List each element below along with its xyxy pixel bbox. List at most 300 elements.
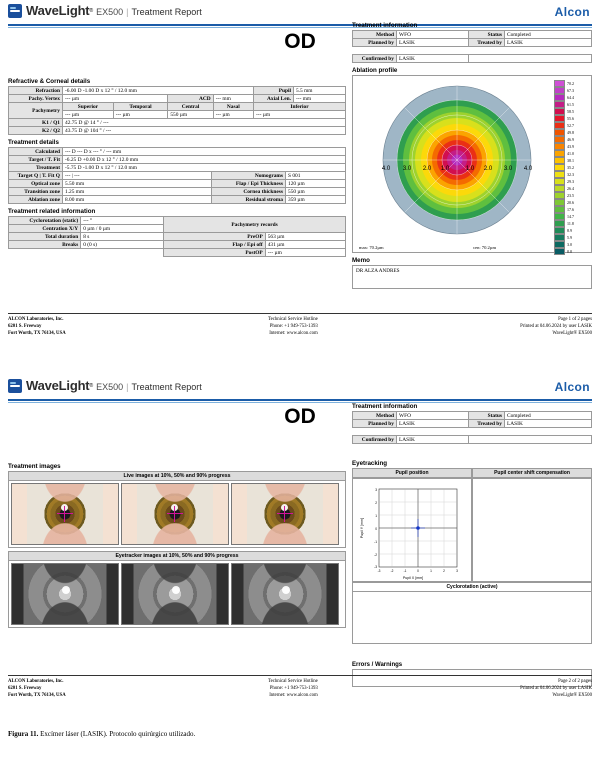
ablation-colorbar [554,80,588,254]
report-page-2 [0,375,600,725]
refractive-section-title: Refractive & Corneal details [8,78,91,85]
target-q-value: --- | --- [63,172,212,180]
pachy-value-temporal: --- µm [113,111,168,119]
svg-text:3: 3 [375,488,377,492]
ablation-tick-4: 4.0 [523,166,533,172]
colorbar-swatch [554,122,565,129]
colorbar-entry [554,108,588,115]
memo-text: DR ALZA ANDRES [352,265,592,289]
svg-text:3: 3 [456,569,458,573]
target-tfit-label: Target / T. Fit [9,156,63,164]
pachy-value-inferior: --- µm [254,111,346,119]
colorbar-entry [554,206,588,213]
colorbar-label: 52.7 [567,123,574,128]
planned-by-value: LASIK [397,39,469,47]
colorbar-entry [554,164,588,171]
status-label-2: Status [469,412,505,420]
live-images-row [8,481,346,548]
colorbar-swatch [554,94,565,101]
eyetracker-image-50 [121,563,229,625]
colorbar-label: 14.7 [567,214,574,219]
colorbar-swatch [554,129,565,136]
brand-trademark: ® [89,383,94,389]
treated-by-label: Treated by [469,39,505,47]
pachy-value-central: 550 µm [168,111,213,119]
eye-designation-page1: OD [284,30,316,53]
colorbar-entry [554,213,588,220]
related-section-title: Treatment related information [8,208,96,215]
svg-text:-3: -3 [377,569,381,573]
colorbar-entry [554,234,588,241]
cyclorotation-active-panel [352,592,592,644]
eyetracker-images-band-title: Eyetracker images at 10%, 50% and 90% progress [8,551,346,561]
residual-stroma-value: 359 µm [286,196,346,204]
table-row [353,55,592,63]
pachy-header-central: Central [168,103,213,111]
svg-text:1: 1 [375,514,377,518]
memo-block [352,257,592,289]
colorbar-swatch [554,150,565,157]
ablation-zone-label: Ablation zone [9,196,63,204]
footer-phone: Phone: +1 949-753-1393 [269,324,318,330]
postop-value: --- µm [265,249,345,257]
pupil-center-shift-panel [472,478,592,582]
colorbar-entry [554,94,588,101]
footer-address2-2: Fort Worth, TX 76134, USA [8,693,66,699]
live-images-band-title: Live images at 10%, 50% and 90% progress [8,471,346,481]
ablation-tick-2: 2.0 [483,166,493,172]
page2-header [0,375,600,403]
live-image-10 [11,483,119,545]
ablation-zone-value: 8.00 mm [63,196,212,204]
table-row [9,164,346,172]
colorbar-label: 67.3 [567,88,574,93]
postop-label: PostOP [164,249,266,257]
pachy-value-nasal: --- µm [213,111,253,119]
calculated-label: Calculated [9,148,63,156]
header-separator: | [126,382,129,392]
colorbar-label: 11.8 [567,221,574,226]
nomograms-value: S 001 [286,172,346,180]
eyetracker-images-row [8,561,346,628]
pupil-position-svg [353,479,473,583]
pachy-value-superior: --- µm [63,111,114,119]
calculated-value: --- D --- D x --- ° / --- mm [63,148,346,156]
footer-company-block [8,316,66,338]
colorbar-entry [554,136,588,143]
colorbar-entry [554,185,588,192]
colorbar-swatch [554,87,565,94]
svg-text:-3: -3 [374,565,377,569]
nomograms-label: Nomograms [212,172,286,180]
flap-epi-off-label: Flap / Epi off [164,241,266,249]
colorbar-swatch [554,241,565,248]
alcon-logo-2: Alcon [554,380,590,394]
colorbar-swatch [554,206,565,213]
ablation-tick-1: 1.0 [465,166,475,172]
table-row [353,39,592,47]
colorbar-entry [554,143,588,150]
colorbar-swatch [554,234,565,241]
wavelight-mark-icon [8,379,22,393]
optical-zone-value: 5.50 mm [63,180,212,188]
eyetracking-header-row [352,468,592,478]
pupil-plot-ylabel: Pupil Y [mm] [360,517,364,539]
colorbar-label: 58.5 [567,109,574,114]
pachy-header-superior: Superior [63,103,114,111]
table-row [9,119,346,127]
method-value: WFO [397,31,469,39]
acd-value: --- mm [213,95,253,103]
colorbar-label: 26.4 [567,186,574,191]
table-row [9,148,346,156]
colorbar-label: 70.2 [567,81,574,86]
footer-hotline-title: Technical Service Hotline [268,317,318,322]
confirmed-by-value: LASIK [397,55,469,63]
k2q2-label: K2 / Q2 [9,127,63,135]
ablation-max-label: max: 70.2µm [359,245,384,250]
pachymetry-records-title: Pachymetry records [164,217,346,233]
table-row [9,188,346,196]
related-table [8,216,346,257]
colorbar-label: 32.3 [567,172,574,177]
colorbar-swatch [554,171,565,178]
flap-epi-thickness-label: Flap / Epi Thickness [212,180,286,188]
footer-company-2: ALCON Laboratories, Inc. [8,679,64,684]
cyclorotation-value: --- ° [81,217,164,225]
colorbar-label: 20.6 [567,200,574,205]
ablation-tick--4: 4.0 [381,166,391,172]
svg-text:-2: -2 [390,569,394,573]
status-value-2: Completed [505,412,592,420]
footer-company-block-2 [8,678,66,700]
refraction-label: Refraction [9,87,63,95]
device-model: EX500 [96,382,124,392]
treatment-label: Treatment [9,164,63,172]
svg-text:2: 2 [443,569,445,573]
svg-text:-1: -1 [374,540,377,544]
wavelight-logo-2 [8,378,202,393]
confirmed-by-blank [469,55,592,63]
errors-warnings-title: Errors / Warnings [352,662,403,668]
footer-hotline-block-2 [268,678,318,700]
colorbar-entry [554,157,588,164]
pachy-header-nasal: Nasal [213,103,253,111]
footer-page-number: Page 1 of 2 pages [558,317,592,322]
colorbar-entry [554,101,588,108]
confirmed-by-label-2: Confirmed by [353,436,397,444]
refractive-corneal-block [8,78,346,135]
colorbar-swatch [554,143,565,150]
treatment-section-title: Treatment details [8,139,59,146]
colorbar-entry [554,80,588,87]
table-row [9,95,346,103]
optical-zone-label: Optical zone [9,180,63,188]
footer-hotline-title-2: Technical Service Hotline [268,679,318,684]
pupil-value: 5.5 mm [294,87,346,95]
footer-printed-2: Printed at 04.06.2024 by user LASIK [520,686,592,692]
colorbar-label: 41.0 [567,151,574,156]
footer-hotline-block [268,316,318,338]
wavelight-mark-icon [8,4,22,18]
treated-by-label-2: Treated by [469,420,505,428]
footer-phone-2: Phone: +1 949-753-1393 [269,686,318,692]
page2-right-column [352,403,592,691]
svg-text:0: 0 [375,527,377,531]
total-duration-label: Total duration [9,233,81,241]
colorbar-swatch [554,199,565,206]
footer-address1: 6201 S. Freeway [8,324,42,330]
colorbar-entry [554,122,588,129]
eyetracker-image-90 [231,563,339,625]
cornea-thickness-value: 550 µm [286,188,346,196]
footer-internet: Internet: www.alcon.com [269,331,318,337]
colorbar-swatch [554,136,565,143]
colorbar-label: 5.9 [567,235,572,240]
preop-label: PreOP [164,233,266,241]
eye-designation-page2: OD [284,405,316,428]
treatment-images-title: Treatment images [8,463,61,470]
svg-text:1: 1 [430,569,432,573]
colorbar-swatch [554,178,565,185]
svg-text:2: 2 [375,501,377,505]
footer-address2: Fort Worth, TX 76134, USA [8,331,66,337]
preop-value: 563 µm [265,233,345,241]
method-label: Method [353,31,397,39]
colorbar-entry [554,150,588,157]
brand-name: WaveLight [26,378,90,393]
refractive-table [8,86,346,135]
k1q1-label: K1 / Q1 [9,119,63,127]
colorbar-label: 38.1 [567,158,574,163]
ablation-cen-label: cen: 70.2µm [473,245,497,250]
pachymetry-label: Pachymetry [9,103,63,119]
colorbar-swatch [554,248,565,255]
colorbar-label: 0.0 [567,249,572,254]
report-title: Treatment Report [131,382,202,392]
svg-text:-1: -1 [403,569,407,573]
axial-len-label: Axial Len. [254,95,294,103]
ablation-tick-3: 3.0 [503,166,513,172]
colorbar-label: 29.3 [567,179,574,184]
colorbar-swatch [554,108,565,115]
report-title: Treatment Report [131,7,202,17]
table-row [353,436,592,444]
transition-zone-value: 1.25 mm [63,188,212,196]
treated-by-value: LASIK [505,39,592,47]
colorbar-entry [554,171,588,178]
eyetracking-block [352,460,592,644]
treatment-info-title-2: Treatment information [352,403,418,410]
treatment-information-block-2 [352,403,592,444]
colorbar-entry [554,248,588,255]
cornea-thickness-label: Cornea thickness [212,188,286,196]
table-row [9,249,346,257]
planned-by-value-2: LASIK [397,420,469,428]
colorbar-entry [554,192,588,199]
pupil-label: Pupil [254,87,294,95]
colorbar-swatch [554,213,565,220]
footer-page-number-2: Page 2 of 2 pages [558,679,592,684]
ablation-tick--3: 3.0 [402,166,412,172]
colorbar-swatch [554,185,565,192]
target-q-label: Target Q | T. Fit Q [9,172,63,180]
alcon-logo: Alcon [554,5,590,19]
table-row [353,412,592,420]
confirmed-by-value-2: LASIK [397,436,469,444]
colorbar-label: 43.9 [567,144,574,149]
footer-printed: Printed at 04.06.2024 by user LASIK [520,324,592,330]
report-page-1 [0,0,600,370]
table-row [9,172,346,180]
brand-name: WaveLight [26,3,90,18]
colorbar-swatch [554,164,565,171]
transition-zone-label: Transition zone [9,188,63,196]
target-tfit-value: -6.25 D +0.00 D x 12 ° / 12.0 mm [63,156,346,164]
table-row [9,233,346,241]
pupil-position-plot [352,478,472,582]
eyetracking-body [352,478,592,582]
colorbar-label: 23.5 [567,193,574,198]
device-model: EX500 [96,7,124,17]
table-row [353,31,592,39]
footer-system-2: WaveLight® EX500 [552,693,592,699]
colorbar-entry [554,220,588,227]
planned-by-label-2: Planned by [353,420,397,428]
table-row [9,156,346,164]
colorbar-entry [554,241,588,248]
colorbar-entry [554,199,588,206]
centration-label: Centration X/Y [9,225,81,233]
colorbar-label: 8.9 [567,228,572,233]
confirmed-by-label: Confirmed by [353,55,397,63]
table-row [9,180,346,188]
footer-page-block-2 [520,678,592,700]
treatment-info-table-2 [352,411,592,444]
figure-caption-text: Excímer láser (LASIK). Protocolo quirúrgico utilizado. [38,730,196,738]
confirmed-by-blank-2 [469,436,592,444]
footer-company: ALCON Laboratories, Inc. [8,317,64,322]
table-row [9,217,346,225]
page1-right-column [352,22,592,293]
treatment-details-block [8,139,346,204]
eyetracker-image-10 [11,563,119,625]
method-value-2: WFO [397,412,469,420]
colorbar-swatch [554,192,565,199]
method-label-2: Method [353,412,397,420]
header-separator: | [126,7,129,17]
cyclorotation-active-header: Cyclorotation (active) [352,582,592,592]
ablation-profile-block [352,67,592,253]
brand-trademark: ® [89,8,94,14]
colorbar-label: 64.4 [567,95,574,100]
ablation-tick--2: 2.0 [422,166,432,172]
table-row [353,428,592,436]
pupil-plot-xlabel: Pupil X [mm] [402,576,424,580]
live-image-90 [231,483,339,545]
treated-by-value-2: LASIK [505,420,592,428]
footer-address1-2: 6201 S. Freeway [8,686,42,692]
k1q1-value: 42.75 D @ 14 ° / --- [63,119,346,127]
status-value: Completed [505,31,592,39]
colorbar-label: 49.8 [567,130,574,135]
status-label: Status [469,31,505,39]
svg-text:0: 0 [417,569,419,573]
refraction-value: -6.00 D -1.00 D x 12 ° / 12.0 mm [63,87,254,95]
footer-system: WaveLight® EX500 [552,331,592,337]
colorbar-entry [554,87,588,94]
treatment-table [8,147,346,204]
planned-by-label: Planned by [353,39,397,47]
treatment-value: -5.75 D -1.00 D x 12 ° / 12.0 mm [63,164,346,172]
centration-value: 0 µm / 0 µm [81,225,164,233]
colorbar-label: 17.6 [567,207,574,212]
ablation-map-svg [357,80,557,250]
colorbar-swatch [554,227,565,234]
footer-internet-2: Internet: www.alcon.com [269,693,318,699]
eyetracking-title: Eyetracking [352,460,388,467]
breaks-value: 0 (0 s) [81,241,164,249]
figure-caption-number: Figura 11. [8,730,39,738]
residual-stroma-label: Residual stroma [212,196,286,204]
table-row [353,47,592,55]
colorbar-label: 55.6 [567,116,574,121]
pachy-header-inferior: Inferior [254,103,346,111]
colorbar-swatch [554,220,565,227]
flap-epi-thickness-value: 120 µm [286,180,346,188]
colorbar-swatch [554,157,565,164]
table-row [9,196,346,204]
colorbar-entry [554,115,588,122]
treatment-information-block-1 [352,22,592,63]
treatment-info-title-1: Treatment information [352,22,418,29]
flap-epi-off-value: 431 µm [265,241,345,249]
page1-footer [8,313,592,338]
table-row [9,103,346,111]
colorbar-entry [554,178,588,185]
pupil-center-shift-header: Pupil center shift compensation [472,468,592,478]
ablation-profile-figure [352,75,592,253]
acd-label: ACD [168,95,213,103]
colorbar-label: 35.2 [567,165,574,170]
cyclorotation-label: Cyclorotation (static) [9,217,81,225]
figure-caption [8,730,195,738]
colorbar-label: 3.0 [567,242,572,247]
footer-page-block [520,316,592,338]
colorbar-label: 46.9 [567,137,574,142]
colorbar-label: 61.5 [567,102,574,107]
k2q2-value: 43.75 D @ 104 ° / --- [63,127,346,135]
colorbar-entry [554,129,588,136]
live-image-50 [121,483,229,545]
svg-text:-2: -2 [374,553,377,557]
colorbar-swatch [554,101,565,108]
memo-title: Memo [352,257,370,264]
table-row [353,420,592,428]
table-row [9,127,346,135]
pachy-header-temporal: Temporal [113,103,168,111]
colorbar-entry [554,227,588,234]
pachy-vertex-value: --- µm [63,95,168,103]
ablation-profile-title: Ablation profile [352,67,398,74]
breaks-label: Breaks [9,241,81,249]
header-rule-2 [8,399,592,401]
treatment-related-block [8,208,346,257]
ablation-tick--1: 1.0 [440,166,450,172]
axial-len-value: --- mm [294,95,346,103]
colorbar-swatch [554,80,565,87]
page2-left-column [8,463,346,628]
